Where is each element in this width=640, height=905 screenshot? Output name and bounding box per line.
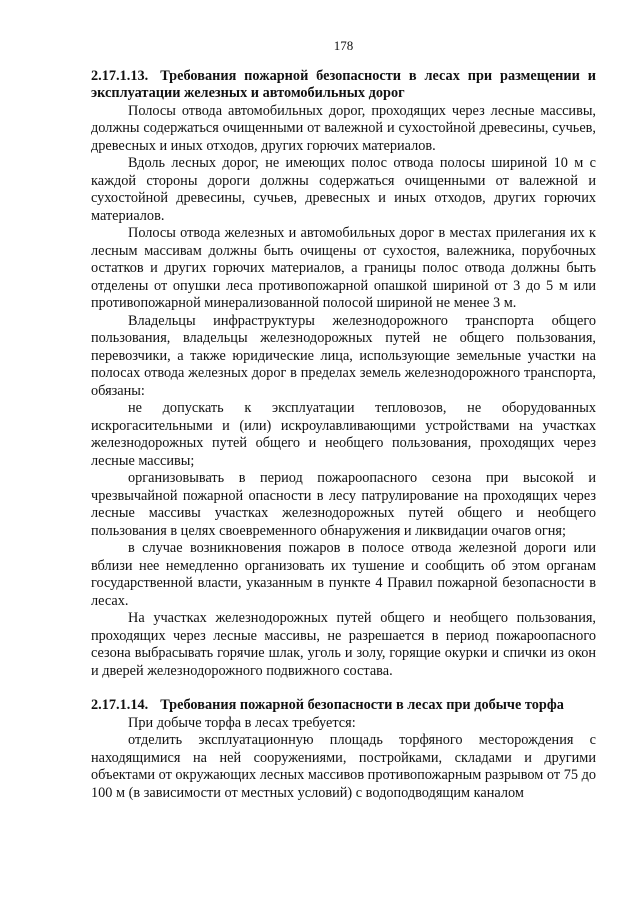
section-number: 2.17.1.14.: [91, 697, 149, 713]
section-title: Требования пожарной безопасности в лесах при добыче торфа: [160, 697, 564, 713]
paragraph: Вдоль лесных дорог, не имеющих полос отвода полосы шириной 10 м с каждой стороны дороги должны содержаться очищенными от валежной и сухостойной древесины, сучьев, древесных и иных отходов, других горючих материалов.: [91, 155, 596, 224]
list-item: не допускать к эксплуатации тепловозов, не оборудованных искрогасительными и (или) искроулавливающими устройствами на участках железнодорожных путей общего и необщего пользования, проходящих через лесные массивы;: [91, 400, 596, 469]
page-number: 178: [333, 38, 354, 53]
document-page: [91, 37, 596, 802]
paragraph: На участках железнодорожных путей общего и необщего пользования, проходящих через лесные массивы, не разрешается в период пожароопасного сезона выбрасывать горячие шлак, уголь и золу, горящие окурки и спички из окон и дверей железнодорожного подвижного состава.: [91, 610, 596, 679]
paragraph: Полосы отвода автомобильных дорог, проходящих через лесные массивы, должны содержаться очищенными от валежной и сухостойной древесины, сучьев, древесных и иных отходов, других горючих материалов.: [91, 102, 596, 154]
section-divider: [91, 680, 596, 697]
section-heading-2-17-1-13: [91, 68, 596, 103]
list-item: в случае возникновения пожаров в полосе отвода железной дороги или вблизи нее немедленно организовать их тушение и сообщить об этом органам государственной власти, указанным в пункте 4 Правил пожарной безопасности в лесах.: [91, 540, 596, 609]
paragraph: При добыче торфа в лесах требуется:: [128, 714, 356, 731]
section-number: 2.17.1.13.: [91, 67, 149, 84]
list-item: организовывать в период пожароопасного сезона при высокой и чрезвычайной пожарной опасности в лесу патрулирование на проходящих через лесные массивы участках железнодорожных путей общего и необщего пользования в целях своевременного обнаружения и ликвидации очагов огня;: [91, 470, 596, 539]
paragraph: отделить эксплуатационную площадь торфяного месторождения с находящимися на ней сооружениями, постройками, складами и другими объектами от окружающих лесных массивов противопожарным разрывом от 75 до 100 м (в зависимости от местных условий) с водоподводящим каналом: [91, 732, 596, 801]
paragraph: Владельцы инфраструктуры железнодорожного транспорта общего пользования, владельцы железнодорожных путей не общего пользования, перевозчики, а также юридические лица, использующие земельные участки на полосах отвода железных дорог в пределах земель железнодорожного транспорта, обязаны:: [91, 312, 596, 399]
section-title: Требования пожарной безопасности в лесах при размещении и эксплуатации железных и автомобильных дорог: [91, 67, 596, 101]
section-heading-2-17-1-14: [91, 697, 596, 715]
paragraph: Полосы отвода железных и автомобильных дорог в местах прилегания их к лесным массивам должны быть очищены от сухостоя, валежника, порубочных остатков и других горючих материалов, а границы полос отвода должны быть отделены от опушки леса противопожарной опашкой шириной от 3 до 5 м или противопожарной минерализованной полосой шириной не менее 3 м.: [91, 225, 596, 311]
